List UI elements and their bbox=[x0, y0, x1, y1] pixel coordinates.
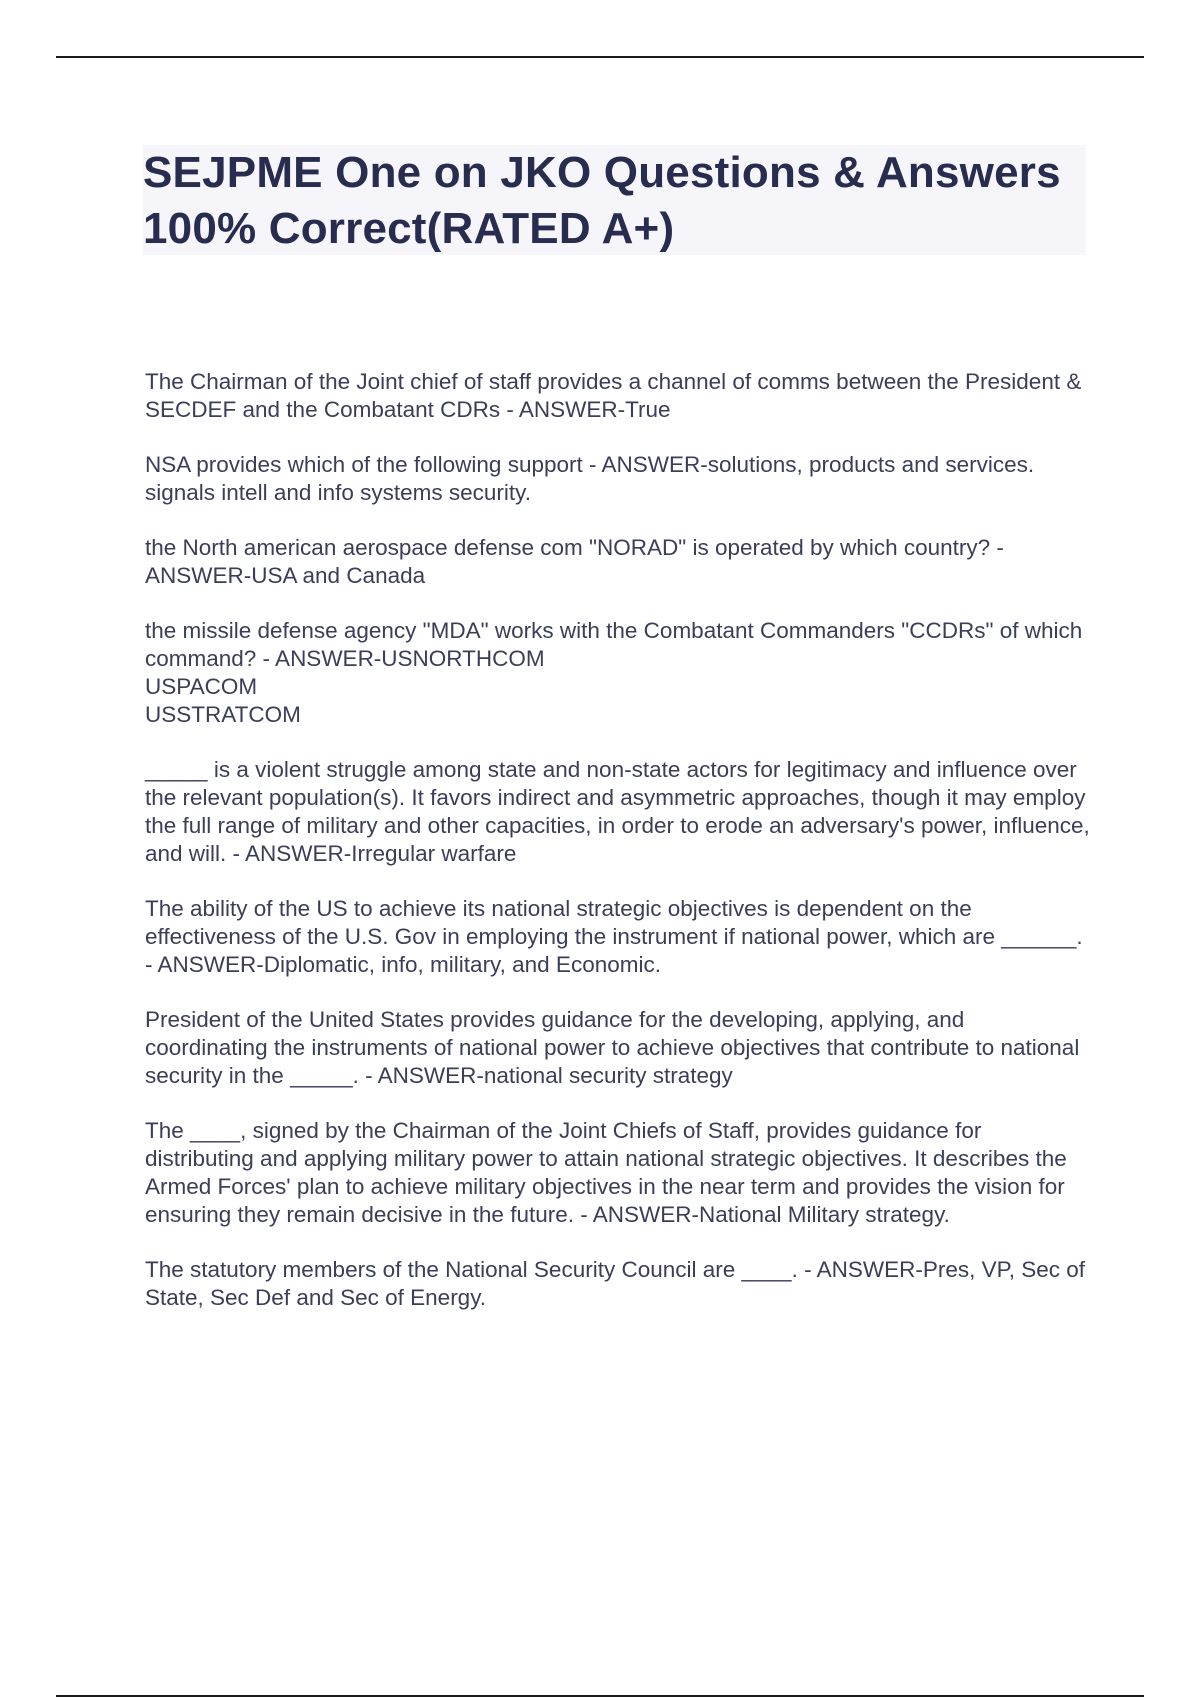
document-title: SEJPME One on JKO Questions & Answers 100% Correct(RATED A+) bbox=[143, 148, 1061, 253]
qa-item-9: The statutory members of the National Security Council are ____. - ANSWER-Pres, VP, Sec of State, Sec Def and Sec of Energy. bbox=[145, 1257, 1085, 1310]
bottom-divider bbox=[56, 1695, 1144, 1697]
qa-item-1: The Chairman of the Joint chief of staff provides a channel of comms between the President & SECDEF and the Combatant CDRs - ANSWER-True bbox=[145, 369, 1082, 422]
qa-item-6: The ability of the US to achieve its national strategic objectives is dependent on the effectiveness of the U.S. Gov in employing the instrument if national power, which are ______. - ANSWER-Diplomatic, info, military, and Economic. bbox=[145, 896, 1083, 977]
top-divider bbox=[56, 56, 1144, 58]
qa-item-5: _____ is a violent struggle among state and non-state actors for legitimacy and influence over the relevant population(s). It favors indirect and asymmetric approaches, though it may employ the full range of military and other capacities, in order to erode an adversary's power, influence, and will. - ANSWER-Irregular warfare bbox=[145, 757, 1090, 866]
qa-list bbox=[145, 368, 1090, 1339]
qa-item-8: The ____, signed by the Chairman of the Joint Chiefs of Staff, provides guidance for distributing and applying military power to attain national strategic objectives. It describes the Armed Forces' plan to achieve military objectives in the near term and provides the vision for ensuring they remain decisive in the future. - ANSWER-National Military strategy. bbox=[145, 1118, 1067, 1227]
qa-item-7: President of the United States provides guidance for the developing, applying, and coordinating the instruments of national power to achieve objectives that contribute to national security in the _____. - ANSWER-national security strategy bbox=[145, 1007, 1080, 1088]
qa-item-3: the North american aerospace defense com "NORAD" is operated by which country? - ANSWER-USA and Canada bbox=[145, 535, 1004, 588]
qa-item-2: NSA provides which of the following support - ANSWER-solutions, products and services. signals intell and info systems security. bbox=[145, 452, 1035, 505]
title-block bbox=[143, 145, 1086, 255]
qa-item-4: the missile defense agency "MDA" works with the Combatant Commanders "CCDRs" of which command? - ANSWER-USNORTHCOM USPACOM USSTRATCOM bbox=[145, 618, 1083, 727]
